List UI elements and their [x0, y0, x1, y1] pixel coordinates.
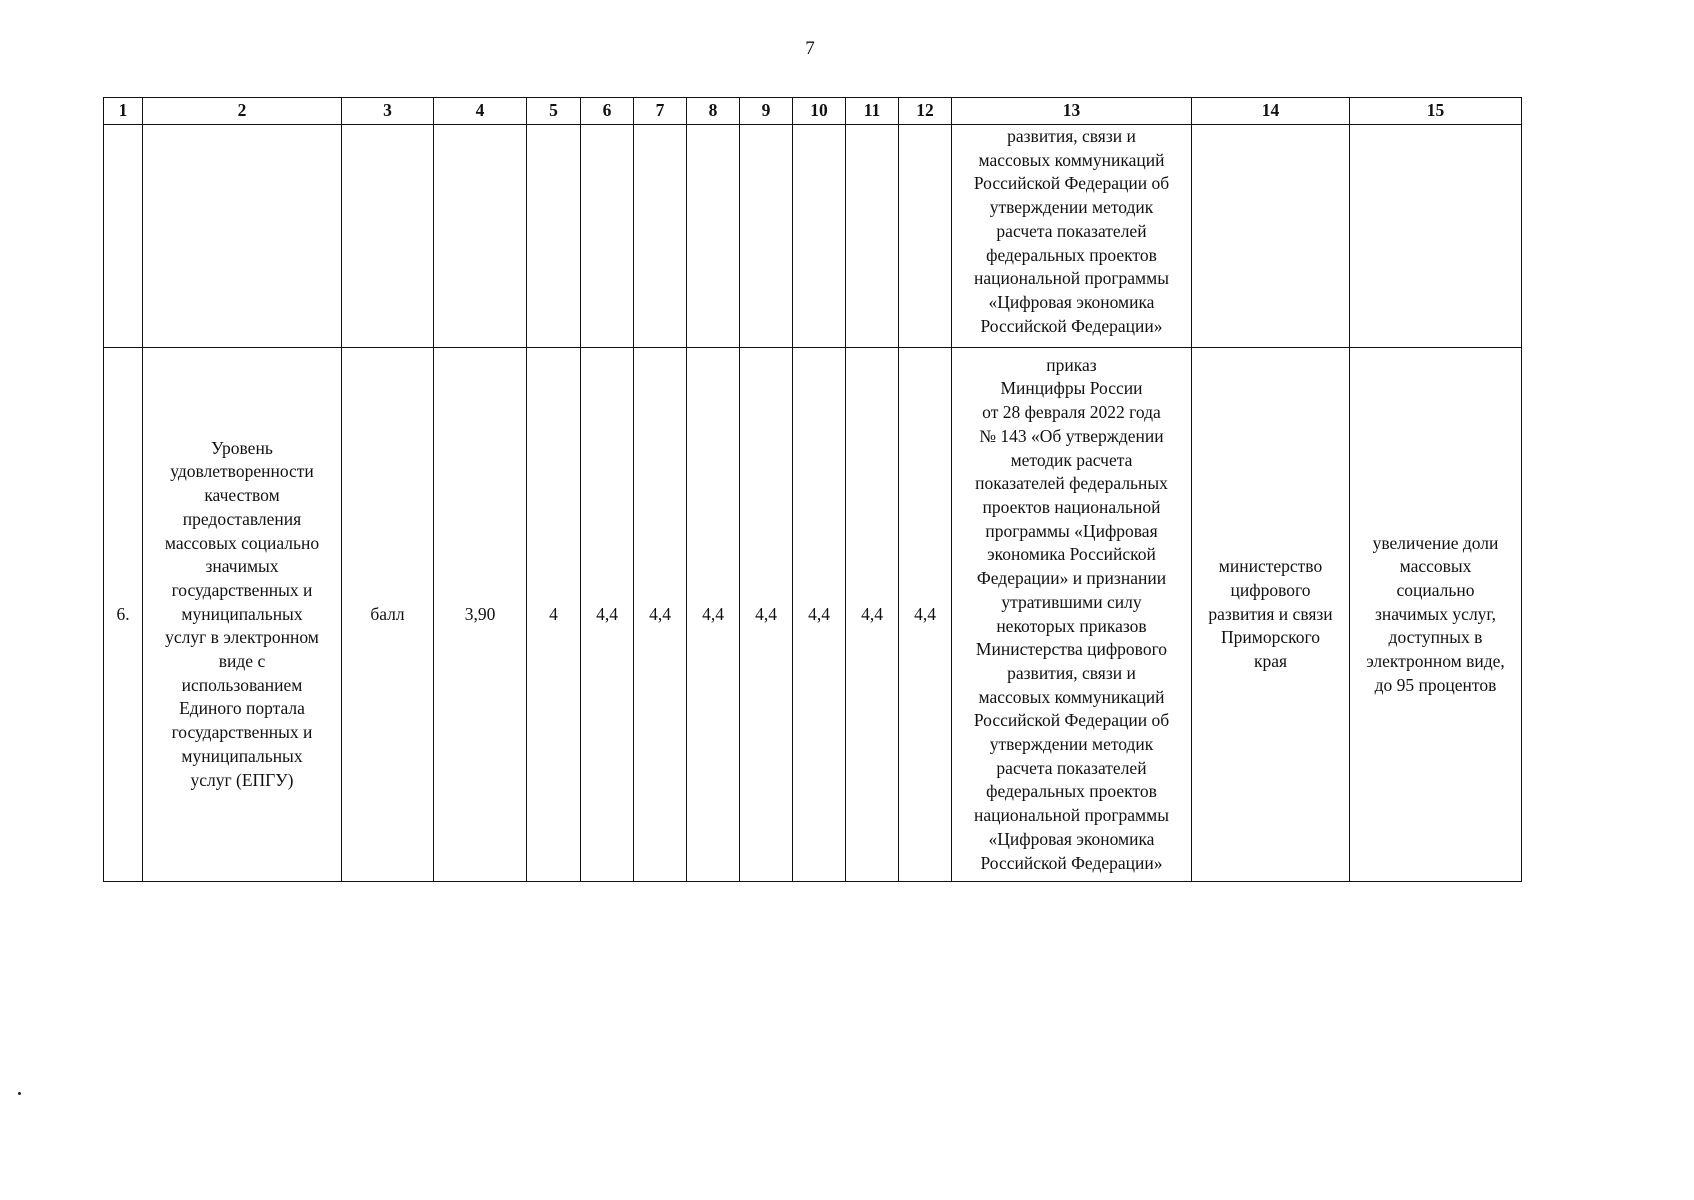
- indicator-name: Уровень удовлетворенности качеством предоставления массовых социально значимых государственных и муниципальных услуг в электронном виде с использованием Единого портала государственных и муниципальных услуг (ЕПГУ): [143, 348, 342, 882]
- unit: балл: [342, 348, 434, 882]
- col-header-3: 3: [342, 98, 434, 125]
- value-col-10: 4,4: [793, 348, 846, 882]
- col-header-14: 14: [1192, 98, 1350, 125]
- col-header-6: 6: [581, 98, 634, 125]
- col-header-5: 5: [527, 98, 581, 125]
- table-row: [104, 348, 1522, 882]
- cell-empty: [740, 125, 793, 348]
- cell-empty: [634, 125, 687, 348]
- col-header-9: 9: [740, 98, 793, 125]
- value-col-7: 4,4: [634, 348, 687, 882]
- cell-empty: [581, 125, 634, 348]
- cell-empty: [104, 125, 143, 348]
- cell-empty: [143, 125, 342, 348]
- cell-empty: [1350, 125, 1522, 348]
- expected-result: увеличение доли массовых социально значимых услуг, доступных в электронном виде, до 95 процентов: [1350, 348, 1522, 882]
- col-header-12: 12: [899, 98, 952, 125]
- continuation-row: [104, 125, 1522, 348]
- col-header-11: 11: [846, 98, 899, 125]
- cell-empty: [846, 125, 899, 348]
- cell-empty: [434, 125, 527, 348]
- col-header-4: 4: [434, 98, 527, 125]
- value-col-11: 4,4: [846, 348, 899, 882]
- col-header-13: 13: [952, 98, 1192, 125]
- page-number: 7: [805, 38, 815, 59]
- scan-speck: [18, 1092, 21, 1095]
- indicators-table: [103, 97, 1522, 882]
- col-header-7: 7: [634, 98, 687, 125]
- row-number: 6.: [104, 348, 143, 882]
- header-row: [104, 98, 1522, 125]
- legal-basis-continued: развития, связи и массовых коммуникаций Российской Федерации об утверждении методик расчета показателей федеральных проектов национальной программы «Цифровая экономика Российской Федерации»: [952, 125, 1192, 348]
- cell-empty: [1192, 125, 1350, 348]
- value-col-8: 4,4: [687, 348, 740, 882]
- col-header-2: 2: [143, 98, 342, 125]
- value-col-5: 4: [527, 348, 581, 882]
- cell-empty: [527, 125, 581, 348]
- value-col-6: 4,4: [581, 348, 634, 882]
- cell-empty: [342, 125, 434, 348]
- cell-empty: [899, 125, 952, 348]
- col-header-10: 10: [793, 98, 846, 125]
- value-col-12: 4,4: [899, 348, 952, 882]
- cell-empty: [793, 125, 846, 348]
- cell-empty: [687, 125, 740, 348]
- col-header-1: 1: [104, 98, 143, 125]
- col-header-8: 8: [687, 98, 740, 125]
- responsible-body: министерство цифрового развития и связи Приморского края: [1192, 348, 1350, 882]
- legal-basis: приказ Минцифры России от 28 февраля 2022 года № 143 «Об утверждении методик расчета показателей федеральных проектов национальной программы «Цифровая экономика Российской Федерации» и признании утратившими силу некоторых приказов Министерства цифрового развития, связи и массовых коммуникаций Российской Федерации об утверждении методик расчета показателей федеральных проектов национальной программы «Цифровая экономика Российской Федерации»: [952, 348, 1192, 882]
- base-value: 3,90: [434, 348, 527, 882]
- value-col-9: 4,4: [740, 348, 793, 882]
- col-header-15: 15: [1350, 98, 1522, 125]
